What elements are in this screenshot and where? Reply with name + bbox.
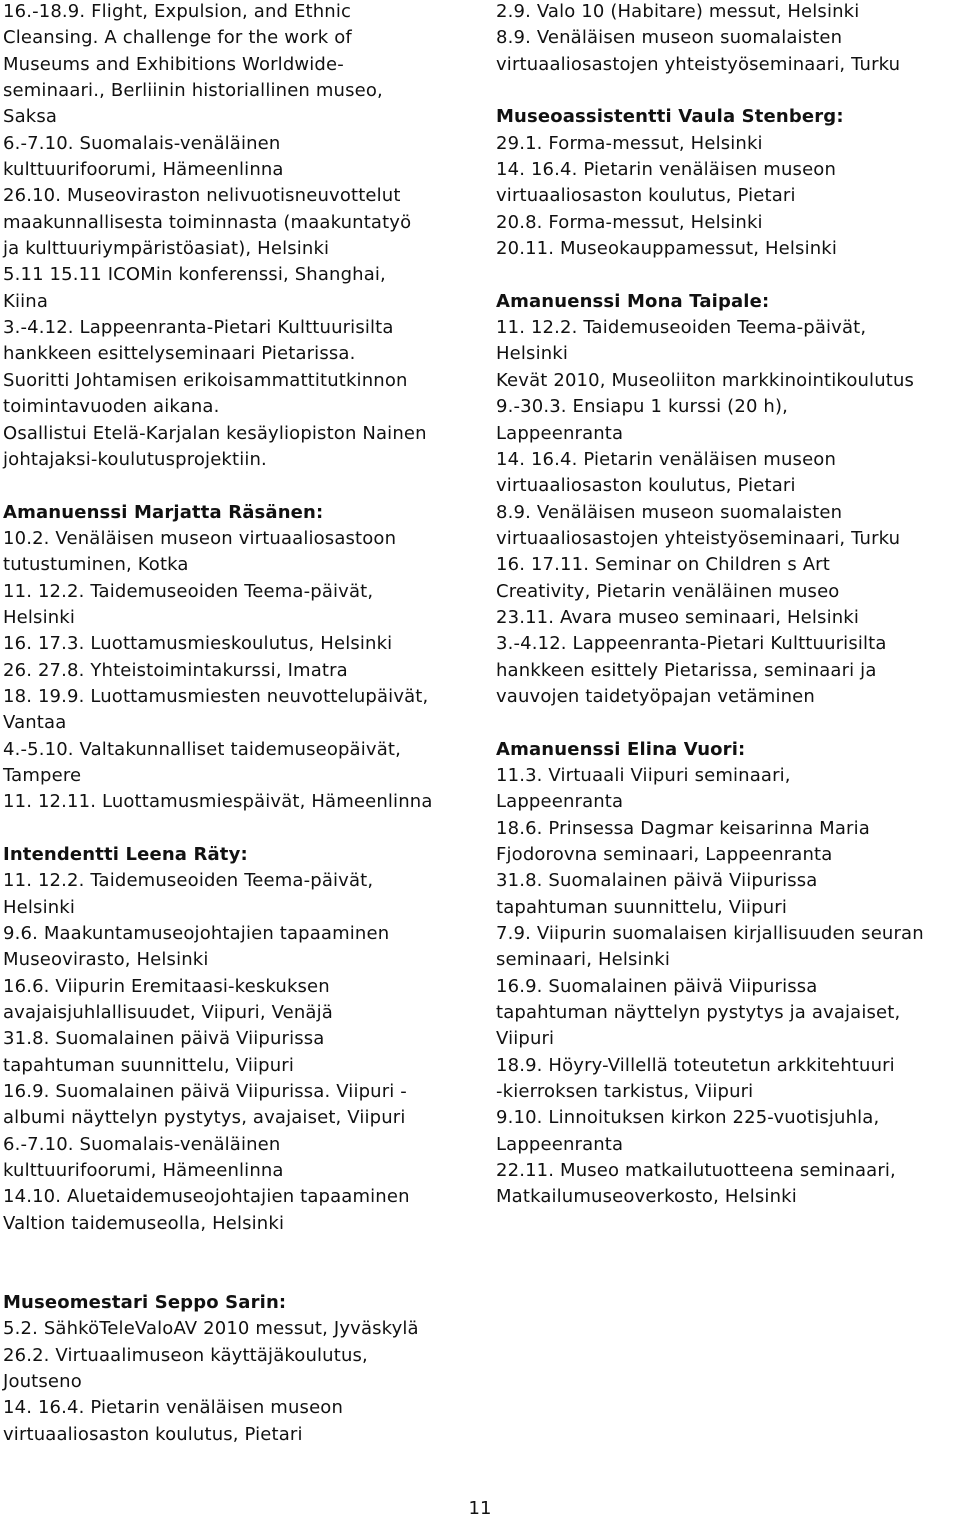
paragraph-gap	[3, 1237, 477, 1263]
text-line: johtajaksi-koulutusprojektiin.	[3, 448, 267, 470]
text-line: 10.2. Venäläisen museon virtuaaliosastoon	[3, 527, 397, 549]
text-line: 18.9. Höyry-Villellä toteutetun arkkitehtuuri	[496, 1054, 895, 1076]
text-line: 4.-5.10. Valtakunnalliset taidemuseopäivät,	[3, 738, 401, 760]
text-line: Fjodorovna seminaari, Lappeenranta	[496, 844, 833, 865]
text-line: seminaari, Helsinki	[496, 949, 670, 971]
text-line: Matkailumuseoverkosto, Helsinki	[496, 1186, 797, 1208]
text-line: 16.9. Suomalainen päivä Viipurissa	[496, 975, 818, 997]
text-line: 26.10. Museoviraston nelivuotisneuvottelut	[3, 185, 401, 207]
text-line: Tampere	[3, 764, 82, 786]
text-line: 6.-7.10. Suomalais-venäläinen	[3, 1133, 281, 1155]
paragraph-gap	[3, 816, 477, 842]
text-line: 3.-4.12. Lappeenranta-Pietari Kulttuurisilta	[3, 317, 394, 339]
text-line: 16.6. Viipurin Eremitaasi-keskuksen	[3, 975, 330, 997]
text-line: 14.10. Aluetaidemuseojohtajien tapaaminen	[3, 1186, 410, 1208]
text-line: 11.3. Virtuaali Viipuri seminaari,	[496, 764, 791, 786]
text-line: 8.9. Venäläisen museon suomalaisten	[496, 27, 843, 49]
text-line: 7.9. Viipurin suomalaisen kirjallisuuden seuran	[496, 923, 924, 945]
text-line: maakunnallisesta toiminnasta (maakuntatyö	[3, 211, 412, 233]
text-line: 3.-4.12. Lappeenranta-Pietari Kulttuurisilta	[496, 633, 887, 655]
section-heading: Amanuenssi Mona Taipale:	[496, 290, 770, 312]
text-line: albumi näyttelyn pystytys, avajaiset, Viipuri	[3, 1107, 406, 1129]
text-line: Cleansing. A challenge for the work of	[3, 27, 352, 49]
text-line: 14. 16.4. Pietarin venäläisen museon	[3, 1397, 344, 1419]
text-line: Helsinki	[3, 606, 76, 628]
text-line: Saksa	[3, 106, 58, 128]
text-line: 26.2. Virtuaalimuseon käyttäjäkoulutus,	[3, 1344, 368, 1366]
paragraph-gap	[496, 710, 958, 736]
text-line: tapahtuman suunnittelu, Viipuri	[496, 896, 787, 918]
text-line: virtuaaliosaston koulutus, Pietari	[496, 185, 796, 207]
text-line: Suoritti Johtamisen erikoisammattitutkinnon	[3, 369, 408, 391]
text-line: -kierroksen tarkistus, Viipuri	[496, 1081, 754, 1103]
section-heading: Museoassistentti Vaula Stenberg:	[496, 106, 844, 128]
text-line: Vantaa	[3, 712, 67, 734]
text-line: 5.2. SähköTeleValoAV 2010 messut, Jyväskylä	[3, 1318, 419, 1340]
text-line: Osallistui Etelä-Karjalan kesäyliopiston Nainen	[3, 422, 427, 444]
text-line: 11. 12.11. Luottamusmiespäivät, Hämeenlinna	[3, 791, 433, 813]
text-line: Joutseno	[3, 1370, 82, 1392]
text-line: Lappeenranta	[496, 422, 624, 444]
text-line: vauvojen taidetyöpajan vetäminen	[496, 685, 815, 707]
paragraph-gap	[496, 78, 958, 104]
text-line: toimintavuoden aikana.	[3, 396, 220, 418]
text-line: hankkeen esittelyseminaari Pietarissa.	[3, 343, 356, 365]
text-line: 14. 16.4. Pietarin venäläisen museon	[496, 159, 837, 181]
paragraph-gap	[496, 262, 958, 288]
text-line: Helsinki	[496, 343, 569, 365]
text-line: 20.11. Museokauppamessut, Helsinki	[496, 238, 838, 260]
text-line: tapahtuman suunnittelu, Viipuri	[3, 1054, 294, 1076]
paragraph-gap	[3, 1264, 477, 1290]
text-line: 20.8. Forma-messut, Helsinki	[496, 211, 763, 233]
paragraph-gap	[3, 473, 477, 499]
text-line: avajaisjuhlallisuudet, Viipuri, Venäjä	[3, 1002, 333, 1024]
section-heading: Intendentti Leena Räty:	[3, 844, 248, 865]
text-line: 11. 12.2. Taidemuseoiden Teema-päivät,	[496, 317, 867, 339]
text-line: virtuaaliosastojen yhteistyöseminaari, Turku	[496, 53, 901, 75]
text-line: hankkeen esittely Pietarissa, seminaari ja	[496, 659, 877, 681]
text-line: 31.8. Suomalainen päivä Viipurissa	[496, 870, 818, 892]
text-line: virtuaaliosaston koulutus, Pietari	[496, 475, 796, 497]
text-line: Kiina	[3, 290, 48, 312]
text-line: 16. 17.11. Seminar on Children s Art	[496, 554, 830, 576]
text-line: 16.-18.9. Flight, Expulsion, and Ethnic	[3, 1, 352, 22]
text-line: 11. 12.2. Taidemuseoiden Teema-päivät,	[3, 870, 374, 892]
text-line: 18.6. Prinsessa Dagmar keisarinna Maria	[496, 817, 870, 839]
text-line: 16.9. Suomalainen päivä Viipurissa. Viipuri -	[3, 1081, 407, 1103]
text-line: Valtion taidemuseolla, Helsinki	[3, 1212, 285, 1234]
text-line: Museums and Exhibitions Worldwide-	[3, 53, 344, 75]
text-line: ja kulttuuriympäristöasiat), Helsinki	[3, 238, 330, 260]
text-line: 31.8. Suomalainen päivä Viipurissa	[3, 1028, 325, 1050]
text-line: 9.6. Maakuntamuseojohtajien tapaaminen	[3, 923, 390, 945]
text-line: 29.1. Forma-messut, Helsinki	[496, 132, 763, 154]
text-line: Helsinki	[3, 896, 76, 918]
text-line: 22.11. Museo matkailutuotteena seminaari,	[496, 1160, 896, 1182]
text-line: 5.11 15.11 ICOMin konferenssi, Shanghai,	[3, 264, 386, 286]
text-line: Lappeenranta	[496, 1133, 624, 1155]
text-line: Kevät 2010, Museoliiton markkinointikoulutus	[496, 369, 915, 391]
text-line: tapahtuman näyttelyn pystytys ja avajaiset,	[496, 1002, 901, 1024]
section-heading: Amanuenssi Elina Vuori:	[496, 738, 746, 760]
text-line: 23.11. Avara museo seminaari, Helsinki	[496, 606, 860, 628]
text-line: 16. 17.3. Luottamusmieskoulutus, Helsinki	[3, 633, 393, 655]
section-heading: Museomestari Seppo Sarin:	[3, 1291, 287, 1313]
page-number: 11	[468, 1498, 492, 1519]
text-line: 2.9. Valo 10 (Habitare) messut, Helsinki	[496, 1, 860, 22]
text-line: virtuaaliosastojen yhteistyöseminaari, Turku	[496, 527, 901, 549]
text-line: 6.-7.10. Suomalais-venäläinen	[3, 132, 281, 154]
text-line: kulttuurifoorumi, Hämeenlinna	[3, 1160, 284, 1182]
text-line: 11. 12.2. Taidemuseoiden Teema-päivät,	[3, 580, 374, 602]
text-line: 26. 27.8. Yhteistoimintakurssi, Imatra	[3, 659, 348, 681]
text-line: Viipuri	[496, 1028, 555, 1050]
text-line: virtuaaliosaston koulutus, Pietari	[3, 1423, 303, 1445]
text-line: seminaari., Berliinin historiallinen museo,	[3, 80, 383, 102]
text-line: Creativity, Pietarin venäläinen museo	[496, 580, 840, 602]
text-line: Museovirasto, Helsinki	[3, 949, 209, 971]
text-line: Lappeenranta	[496, 791, 624, 813]
left-column	[3, 0, 477, 1448]
text-line: 18. 19.9. Luottamusmiesten neuvottelupäivät,	[3, 685, 429, 707]
text-line: 9.10. Linnoituksen kirkon 225-vuotisjuhla,	[496, 1107, 880, 1129]
text-line: 8.9. Venäläisen museon suomalaisten	[496, 501, 843, 523]
text-line: 14. 16.4. Pietarin venäläisen museon	[496, 448, 837, 470]
text-line: kulttuurifoorumi, Hämeenlinna	[3, 159, 284, 181]
right-column	[496, 0, 958, 1211]
section-heading: Amanuenssi Marjatta Räsänen:	[3, 501, 324, 523]
text-line: 9.-30.3. Ensiapu 1 kurssi (20 h),	[496, 396, 789, 418]
text-line: tutustuminen, Kotka	[3, 554, 189, 576]
